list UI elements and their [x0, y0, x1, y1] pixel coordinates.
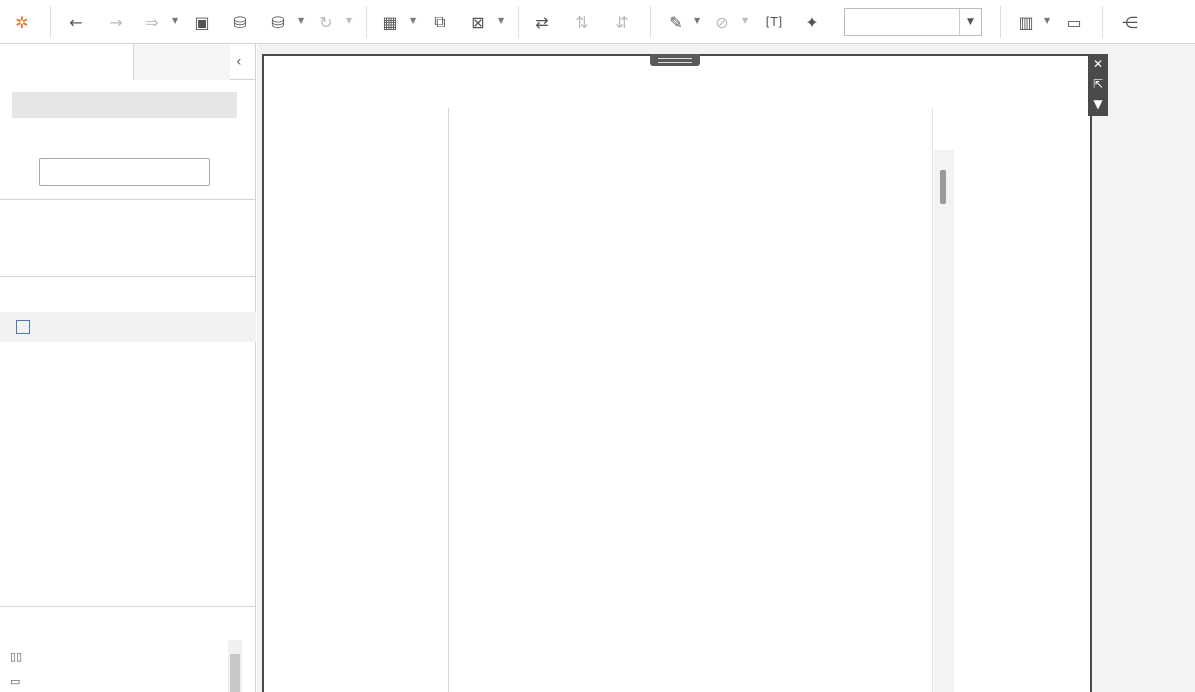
chevron-down-icon[interactable]: ▼: [1044, 16, 1051, 25]
divider: [0, 199, 256, 200]
sort-ascending-icon[interactable]: ⇅: [575, 12, 589, 32]
legend-year: [1092, 582, 1195, 692]
toolbar-separator: [518, 6, 519, 38]
sheet-item[interactable]: [0, 312, 256, 342]
highlight-icon[interactable]: ✎: [669, 12, 683, 32]
dashboard-pane: [0, 44, 256, 692]
divider: [0, 276, 256, 277]
close-icon[interactable]: ✕: [1092, 57, 1104, 71]
undo-icon[interactable]: ←: [69, 12, 83, 32]
duplicate-icon[interactable]: ⧉: [434, 12, 446, 31]
redo-icon[interactable]: →: [109, 12, 123, 32]
chevron-down-icon[interactable]: ▼: [172, 16, 179, 25]
toolbar-separator: [50, 6, 51, 38]
object-vertical-container[interactable]: [10, 675, 32, 687]
replay-icon[interactable]: ⇒: [145, 12, 159, 32]
chevron-down-icon[interactable]: ▼: [694, 16, 701, 25]
fix-axes-icon[interactable]: ✦: [805, 12, 819, 32]
save-icon[interactable]: ▣: [194, 12, 210, 32]
new-worksheet-icon[interactable]: ▦: [382, 12, 398, 32]
device-default[interactable]: [12, 92, 237, 118]
clear-sheet-icon[interactable]: ⊠: [471, 12, 485, 32]
pane-tabs: [0, 44, 256, 80]
drag-handle[interactable]: [650, 54, 700, 66]
chart-scrollbar[interactable]: [934, 150, 954, 692]
refresh-icon[interactable]: ↻: [319, 12, 333, 32]
show-mark-labels-icon[interactable]: [T]: [765, 15, 783, 29]
pane-divider: [448, 108, 449, 692]
more-options-icon[interactable]: ▼: [1093, 97, 1103, 111]
toolbar-separator: [650, 6, 651, 38]
scrollbar-thumb[interactable]: [230, 654, 240, 692]
horizontal-container-icon: ▯▯: [10, 650, 23, 663]
collapse-pane-icon[interactable]: ‹: [236, 54, 242, 70]
chevron-down-icon[interactable]: ▼: [498, 16, 505, 25]
object-horizontal-container[interactable]: [10, 650, 32, 662]
tab-layout[interactable]: [134, 44, 230, 80]
pause-updates-icon[interactable]: ⛁: [271, 12, 285, 32]
chevron-down-icon[interactable]: ▼: [410, 16, 417, 25]
objects-scrollbar[interactable]: [228, 640, 242, 692]
new-datasource-icon[interactable]: ⛁: [233, 12, 247, 32]
scrollbar-thumb[interactable]: [940, 170, 946, 204]
chevron-down-icon[interactable]: ▼: [298, 16, 305, 25]
toolbar: [0, 0, 1195, 44]
toolbar-separator: [366, 6, 367, 38]
vertical-container-icon: ▭: [10, 675, 21, 688]
tab-dashboard[interactable]: [0, 44, 134, 80]
show-me-icon[interactable]: ▥: [1018, 12, 1034, 32]
pane-divider: [932, 108, 933, 692]
chevron-down-icon[interactable]: ▼: [742, 16, 749, 25]
chevron-down-icon[interactable]: ▼: [346, 16, 353, 25]
toolbar-separator: [1000, 6, 1001, 38]
divider: [0, 606, 256, 607]
device-preview-button[interactable]: [39, 158, 210, 186]
group-members-icon[interactable]: ⊘: [715, 12, 729, 32]
chevron-down-icon[interactable]: ▼: [959, 9, 981, 35]
toolbar-separator: [1102, 6, 1103, 38]
share-icon[interactable]: ⋲: [1122, 12, 1138, 32]
open-external-icon[interactable]: ⇱: [1092, 77, 1104, 91]
dashboard-sheet[interactable]: [262, 54, 1092, 692]
legend-occurrences: [1092, 54, 1195, 572]
sort-descending-icon[interactable]: ⇵: [615, 12, 629, 32]
device-phone[interactable]: [12, 120, 237, 146]
presentation-mode-icon[interactable]: ▭: [1066, 12, 1082, 32]
worksheet-icon: [16, 320, 30, 334]
fit-select[interactable]: [844, 8, 982, 36]
tableau-logo-icon[interactable]: ✲: [15, 12, 29, 32]
swap-axes-icon[interactable]: ⇄: [535, 12, 549, 32]
